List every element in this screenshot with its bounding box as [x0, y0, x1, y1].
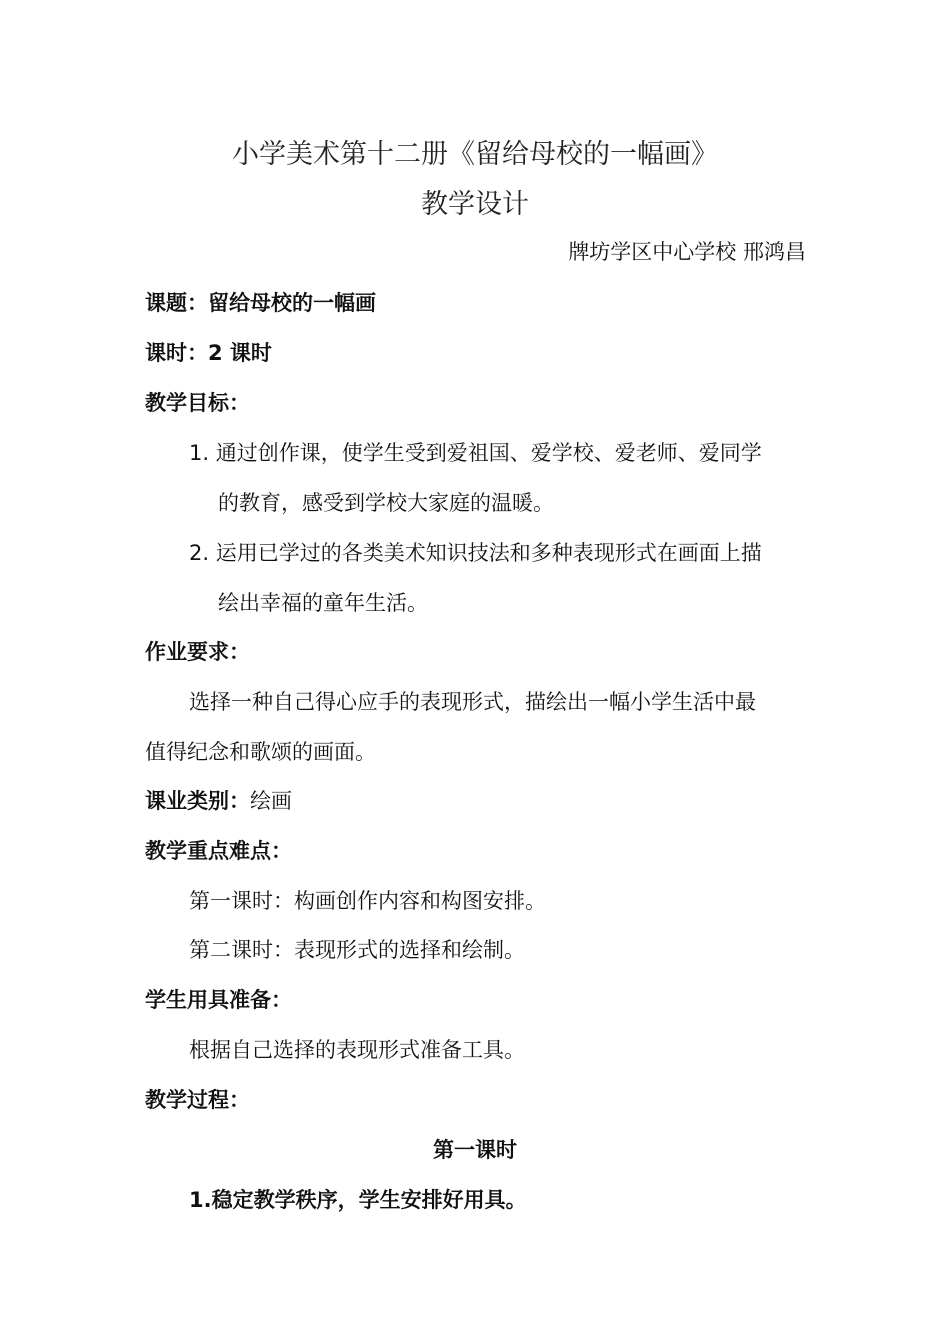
period-label: 课时： [145, 341, 208, 365]
topic-label: 课题： [145, 291, 208, 315]
tools-text: 根据自己选择的表现形式准备工具。 [189, 1038, 525, 1062]
objective-1-text: 通过创作课，使学生受到爱祖国、爱学校、爱老师、爱同学 [215, 441, 762, 465]
homework-line2: 值得纪念和歌颂的画面。 [145, 740, 376, 764]
objective-2-number: 2. [189, 541, 210, 565]
objective-1-number: 1. [189, 441, 210, 465]
author-line: 牌坊学区中心学校 邢鸿昌 [568, 240, 806, 264]
topic-value: 留给母校的一幅画 [208, 291, 376, 315]
objectives-heading: 教学目标： [145, 391, 250, 415]
topic-row [145, 287, 376, 317]
process-heading: 教学过程： [145, 1088, 250, 1112]
homework-heading: 作业要求： [145, 640, 250, 664]
objective-2-line2: 绘出幸福的童年生活。 [218, 591, 428, 615]
objective-2-line1 [189, 537, 762, 567]
key-point-2: 第二课时：表现形式的选择和绘制。 [189, 938, 525, 962]
category-label: 课业类别： [145, 789, 250, 813]
key-point-1: 第一课时：构画创作内容和构图安排。 [189, 889, 546, 913]
period-value: 2 课时 [208, 341, 272, 365]
document-title: 小学美术第十二册《留给母校的一幅画》 [232, 139, 718, 170]
objective-1-line2: 的教育，感受到学校大家庭的温暖。 [218, 491, 554, 515]
document-subtitle: 教学设计 [421, 189, 529, 220]
tools-heading: 学生用具准备： [145, 988, 292, 1012]
period-row [145, 337, 272, 367]
homework-line1: 选择一种自己得心应手的表现形式，描绘出一幅小学生活中最 [189, 690, 756, 714]
process-step-1: 1.稳定教学秩序，学生安排好用具。 [189, 1188, 527, 1212]
key-points-heading: 教学重点难点： [145, 839, 292, 863]
section-title-first-period: 第一课时 [433, 1138, 517, 1162]
category-value: 绘画 [250, 789, 292, 813]
objective-1-line1 [189, 437, 762, 467]
objective-2-text: 运用已学过的各类美术知识技法和多种表现形式在画面上描 [215, 541, 762, 565]
category-row [145, 785, 292, 815]
